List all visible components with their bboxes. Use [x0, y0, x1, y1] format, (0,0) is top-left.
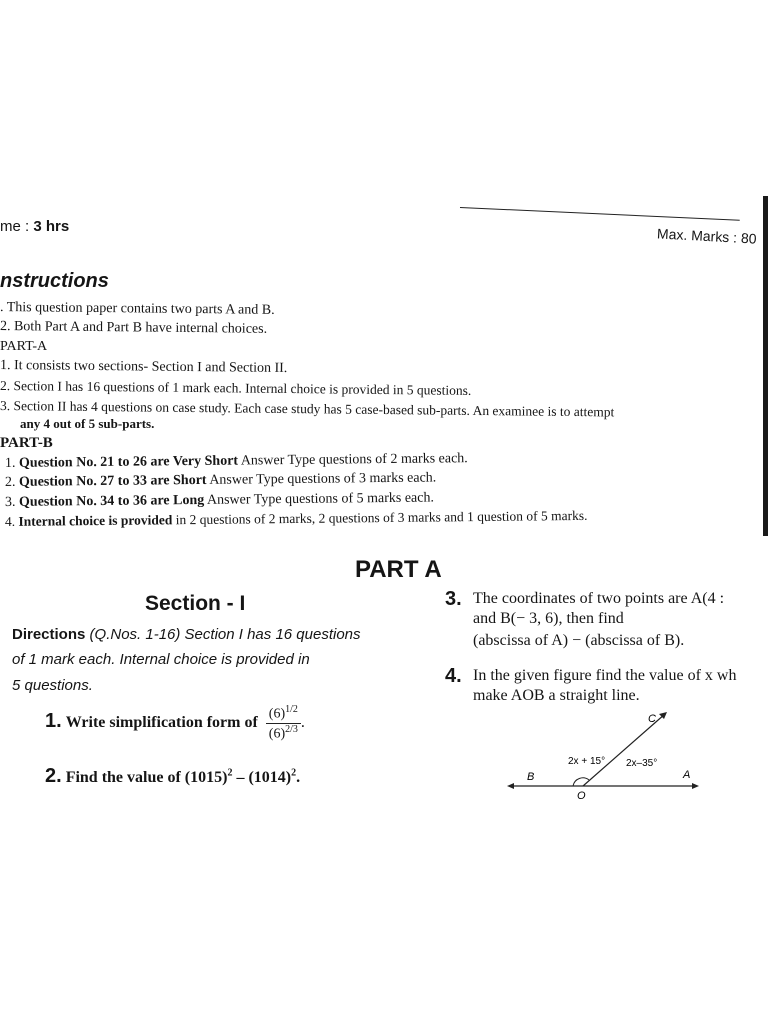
question-1-end: .	[300, 713, 305, 731]
question-1-number: 1.	[45, 709, 62, 732]
part-b-num-2: 2.	[4, 474, 16, 490]
angle-arc	[573, 778, 589, 786]
part-a-instruction-2: 2. Section I has 16 questions of 1 mark each. Internal choice is provided in 5 questions.	[0, 378, 472, 398]
angle-right-label: 2x–35°	[626, 758, 658, 769]
fraction-denominator: $(6)^{2/3}$	[268, 723, 298, 742]
part-b-num-4: 4.	[4, 513, 16, 529]
directions-line-1	[12, 626, 361, 643]
directions-line-3: 5 questions.	[12, 677, 93, 694]
question-4-number: 4.	[445, 665, 462, 687]
question-3-line-1: The coordinates of two points are A(4 :	[473, 590, 725, 607]
part-b-instruction-2	[5, 470, 436, 491]
directions-line-1-text: (Q.Nos. 1-16) Section I has 16 questions	[85, 626, 361, 643]
arrow-a	[692, 783, 699, 789]
part-b-num-3: 3.	[4, 494, 16, 510]
part-b-heading: PART-B	[0, 435, 53, 451]
instruction-general-1: . This question paper contains two parts A and B.	[0, 300, 275, 318]
question-1-text: Write simplification form of	[65, 713, 258, 731]
part-a-instruction-3: 3. Section II has 4 questions on case study. Each case study has 5 case-based sub-parts. An examinee is to attempt	[0, 398, 615, 420]
section-title: Section - I	[145, 592, 246, 615]
question-4-line-1: In the given figure find the value of x wh	[473, 667, 737, 684]
part-b-instruction-3	[5, 491, 434, 511]
question-1-fraction	[266, 704, 301, 742]
label-a: A	[683, 769, 691, 781]
instructions-heading: nstructions	[0, 270, 109, 292]
part-b-rest-4: in 2 questions of 2 marks, 2 questions of 3 marks and 1 question of 5 marks.	[172, 507, 588, 528]
part-b-rest-1: Answer Type questions of 2 marks each.	[237, 451, 468, 469]
part-b-rest-3: Answer Type questions of 5 marks each.	[204, 490, 435, 508]
part-a-heading: PART-A	[0, 339, 48, 354]
question-3-number: 3.	[445, 588, 462, 610]
fraction-numerator: $(6)^{1/2}$	[266, 704, 301, 724]
label-o: O	[577, 790, 586, 800]
angle-figure	[505, 708, 705, 800]
directions-label: Directions	[12, 626, 86, 643]
part-b-bold-3: Question No. 34 to 36 are Long	[18, 492, 205, 510]
question-4-line-2: make AOB a straight line.	[473, 687, 640, 704]
part-b-num-1: 1.	[4, 455, 16, 471]
time-allowed: me : 3 hrs	[0, 218, 70, 235]
question-3-line-2: and B(− 3, 6), then find	[473, 610, 624, 627]
question-2	[45, 765, 300, 788]
directions-line-2: of 1 mark each. Internal choice is provided in	[12, 651, 310, 668]
header-rule	[460, 207, 740, 221]
part-a-instruction-3-cont: any 4 out of 5 sub-parts.	[20, 416, 155, 431]
label-c: C	[648, 713, 656, 725]
part-b-bold-2: Question No. 27 to 33 are Short	[18, 472, 207, 490]
question-2-text: Find the value of $(1015)^2 - (1014)^2$.	[65, 767, 301, 786]
part-a-instruction-1: 1. It consists two sections- Section I and Section II.	[0, 358, 288, 377]
instruction-general-2: 2. Both Part A and Part B have internal choices.	[0, 319, 268, 337]
part-b-bold-4: Internal choice is provided	[18, 512, 173, 529]
page-edge-shadow	[763, 196, 768, 536]
part-b-bold-1: Question No. 21 to 26 are Very Short	[18, 453, 239, 471]
part-b-rest-2: Answer Type questions of 3 marks each.	[206, 470, 437, 488]
part-a-title: PART A	[355, 556, 442, 583]
part-b-instruction-1	[5, 451, 468, 472]
question-3-line-3: (abscissa of A) − (abscissa of B).	[473, 632, 685, 649]
angle-left-label: 2x + 15°	[568, 756, 606, 767]
max-marks: Max. Marks : 80	[656, 225, 757, 247]
question-2-number: 2.	[45, 765, 62, 787]
question-1	[45, 704, 305, 742]
part-b-instruction-4	[5, 508, 588, 530]
label-b: B	[527, 771, 535, 783]
arrow-b	[507, 783, 514, 789]
